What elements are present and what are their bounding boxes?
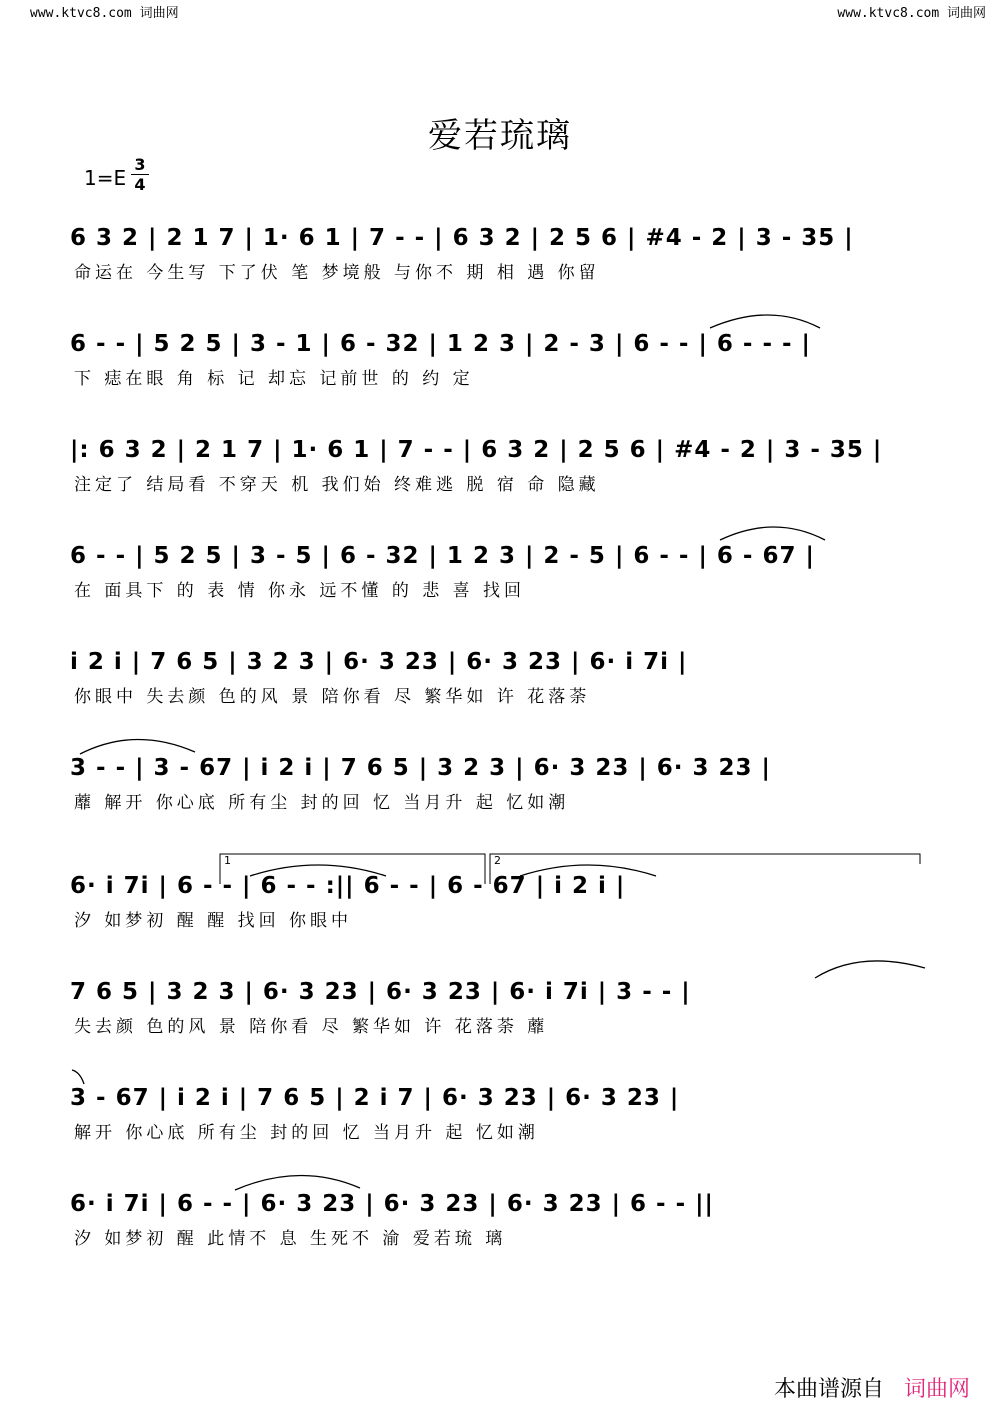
source-footer <box>774 1372 970 1403</box>
source-label: 本曲谱源自 <box>773 1377 884 1402</box>
meter-bottom: 4 <box>134 175 146 194</box>
notes-line: 6· i 7i | 6 - - | 6 - - :|| 6 - - | 6 - 67 | i 2 i | <box>70 873 626 899</box>
score-system-5 <box>70 646 930 726</box>
song-title: 爱若琉璃 <box>428 116 572 156</box>
notes-line: 3 - - | 3 - 67 | i 2 i | 7 6 5 | 3 2 3 | 6· 3 23 | 6· 3 23 | <box>70 755 771 781</box>
volta-1-label: 1 <box>224 854 231 867</box>
score-system-3 <box>70 434 930 514</box>
score-system-10 <box>70 1188 930 1268</box>
lyrics-line: 在 面具下 的 表 情 你永 远不懂 的 悲 喜 找回 <box>74 581 526 601</box>
watermark-right: www.ktvc8.com 词曲网 <box>837 6 986 21</box>
notes-line: 6 3 2 | 2 1 7 | 1· 6 1 | 7 - - | 6 3 2 | 2 5 6 | #4 - 2 | 3 - 35 | <box>70 225 854 251</box>
volta-2-label: 2 <box>494 854 501 867</box>
notes-line: i 2 i | 7 6 5 | 3 2 3 | 6· 3 23 | 6· 3 23 | 6· i 7i | <box>70 649 688 675</box>
score-system-7 <box>70 854 930 950</box>
lyrics-line: 下 痣在眼 角 标 记 却忘 记前世 的 约 定 <box>74 369 474 389</box>
lyrics-line: 汐 如梦初 醒 此情不 息 生死不 渝 爱若琉 璃 <box>74 1229 507 1249</box>
score-system-9 <box>70 1082 930 1162</box>
score-system-2 <box>70 328 930 408</box>
lyrics-line: 蘼 解开 你心底 所有尘 封的回 忆 当月升 起 忆如潮 <box>74 793 570 813</box>
lyrics-line: 你眼中 失去颜 色的风 景 陪你看 尽 繁华如 许 花落荼 <box>74 687 591 707</box>
lyrics-line: 失去颜 色的风 景 陪你看 尽 繁华如 许 花落荼 蘼 <box>74 1017 549 1037</box>
lyrics-line: 命运在 今生写 下了伏 笔 梦境般 与你不 期 相 遇 你留 <box>74 263 600 283</box>
score-system-1 <box>70 222 930 302</box>
key-signature: 1=E <box>84 166 127 190</box>
score-system-6 <box>70 752 930 832</box>
notes-line: 6· i 7i | 6 - - | 6· 3 23 | 6· 3 23 | 6· 3 23 | 6 - - || <box>70 1191 714 1217</box>
notes-line: 3 - 67 | i 2 i | 7 6 5 | 2 i 7 | 6· 3 23 | 6· 3 23 | <box>70 1085 680 1111</box>
time-signature <box>131 155 149 194</box>
notes-line: 6 - - | 5 2 5 | 3 - 1 | 6 - 32 | 1 2 3 | 2 - 3 | 6 - - | 6 - - - | <box>70 331 811 357</box>
lyrics-line: 解开 你心底 所有尘 封的回 忆 当月升 起 忆如潮 <box>74 1123 539 1143</box>
watermark-left: www.ktvc8.com 词曲网 <box>30 6 179 21</box>
notes-line: 7 6 5 | 3 2 3 | 6· 3 23 | 6· 3 23 | 6· i 7i | 3 - - | <box>70 979 691 1005</box>
lyrics-line: 注定了 结局看 不穿天 机 我们始 终难逃 脱 宿 命 隐藏 <box>74 475 600 495</box>
notes-line: 6 - - | 5 2 5 | 3 - 5 | 6 - 32 | 1 2 3 | 2 - 5 | 6 - - | 6 - 67 | <box>70 543 815 569</box>
score-system-4 <box>70 540 930 620</box>
source-brand: 词曲网 <box>903 1377 970 1402</box>
notes-line: |: 6 3 2 | 2 1 7 | 1· 6 1 | 7 - - | 6 3 2 | 2 5 6 | #4 - 2 | 3 - 35 | <box>70 437 883 463</box>
meter-top: 3 <box>131 155 149 175</box>
score-system-8 <box>70 976 930 1056</box>
lyrics-line: 汐 如梦初 醒 醒 找回 你眼中 <box>74 911 353 931</box>
